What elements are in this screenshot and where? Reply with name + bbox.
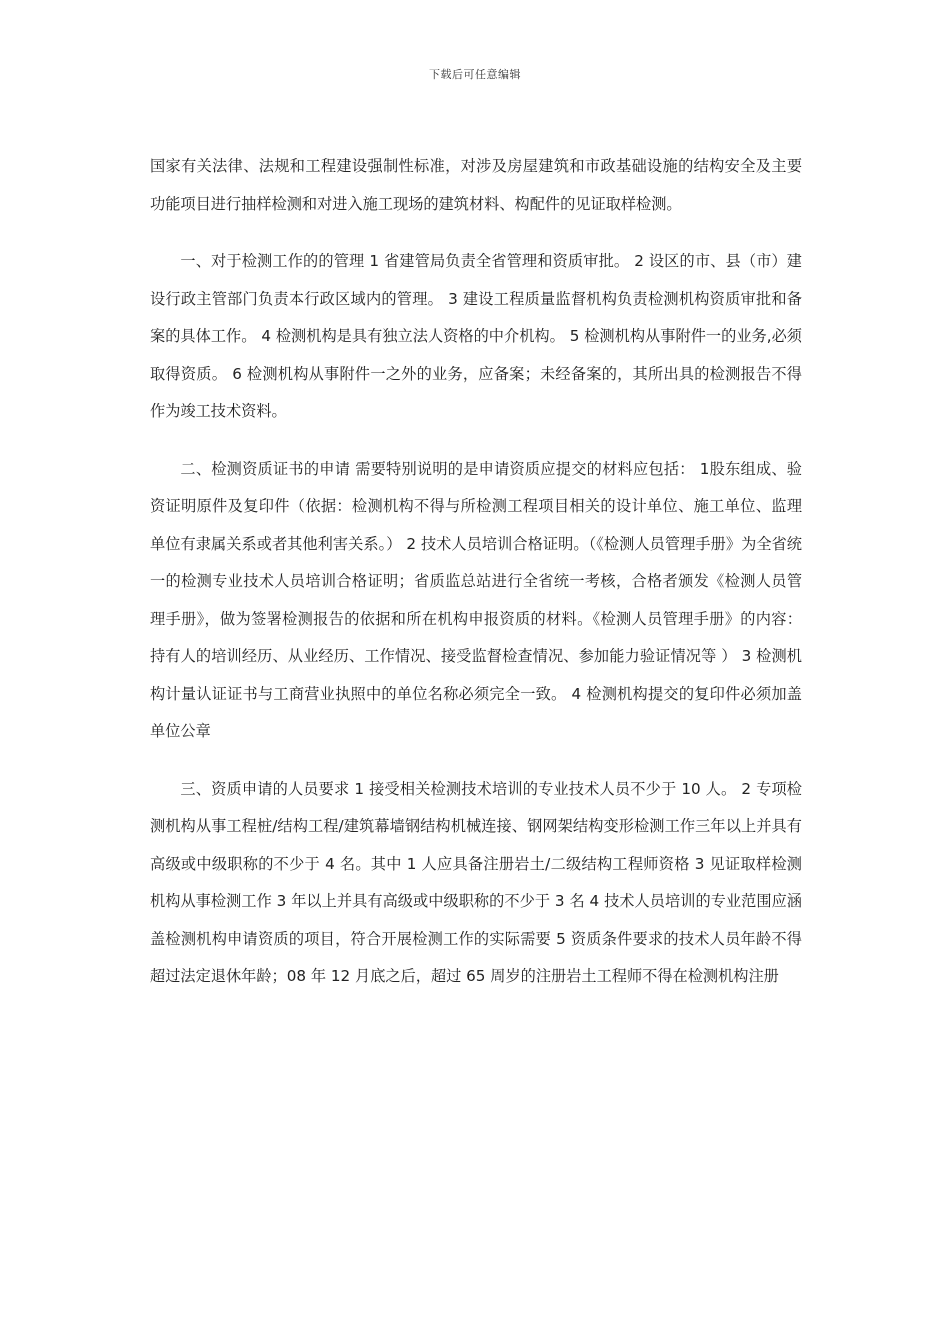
document-body [150, 148, 802, 996]
paragraph-intro: 国家有关法律、法规和工程建设强制性标准，对涉及房屋建筑和市政基础设施的结构安全及主要功能项目进行抽样检测和对进入施工现场的建筑材料、构配件的见证取样检测。 [150, 157, 802, 213]
paragraph-section-2: 二、检测资质证书的申请 需要特别说明的是申请资质应提交的材料应包括： 1股东组成、验资证明原件及复印件（依据：检测机构不得与所检测工程项目相关的设计单位、施工单位、监理单位有隶属关系或者其他利害关系。） 2 技术人员培训合格证明。（《检测人员管理手册》为全省统一的检测专业技术人员培训合格证明；省质监总站进行全省统一考核，合格者颁发《检测人员管理手册》，做为签署检测报告的依据和所在机构申报资质的材料。《检测人员管理手册》的内容：持有人的培训经历、从业经历、工作情况、接受监督检查情况、参加能力验证情况等 ） 3 检测机构计量认证证书与工商营业执照中的单位名称必须完全一致。 4 检测机构提交的复印件必须加盖单位公章 [150, 459, 802, 740]
paragraph-gap [150, 431, 802, 451]
paragraph-gap [150, 223, 802, 243]
paragraph-section-3: 三、资质申请的人员要求 1 接受相关检测技术培训的专业技术人员不少于 10 人。 2 专项检测机构从事工程桩/结构工程/建筑幕墙钢结构机械连接、钢网架结构变形检测工作三年以上并具有高级或中级职称的不少于 4 名。其中 1 人应具备注册岩土/二级结构工程师资格 3 见证取样检测机构从事检测工作 3 年以上并具有高级或中级职称的不少于 3 名 4 技术人员培训的专业范围应涵盖检测机构申请资质的项目，符合开展检测工作的实际需要 5 资质条件要求的技术人员年龄不得超过法定退休年龄；08 年 12 月底之后，超过 65 周岁的注册岩土工程师不得在检测机构注册 [150, 779, 802, 985]
paragraph-section-1: 一、对于检测工作的的管理 1 省建管局负责全省管理和资质审批。 2 设区的市、县（市）建设行政主管部门负责本行政区域内的管理。 3 建设工程质量监督机构负责检测机构资质审批和备案的具体工作。 4 检测机构是具有独立法人资格的中介机构。 5 检测机构从事附件一的业务,必须取得资质。 6 检测机构从事附件一之外的业务，应备案；未经备案的，其所出具的检测报告不得作为竣工技术资料。 [150, 252, 802, 420]
paragraph-gap [150, 751, 802, 771]
header-note: 下载后可任意编辑 [429, 68, 521, 81]
